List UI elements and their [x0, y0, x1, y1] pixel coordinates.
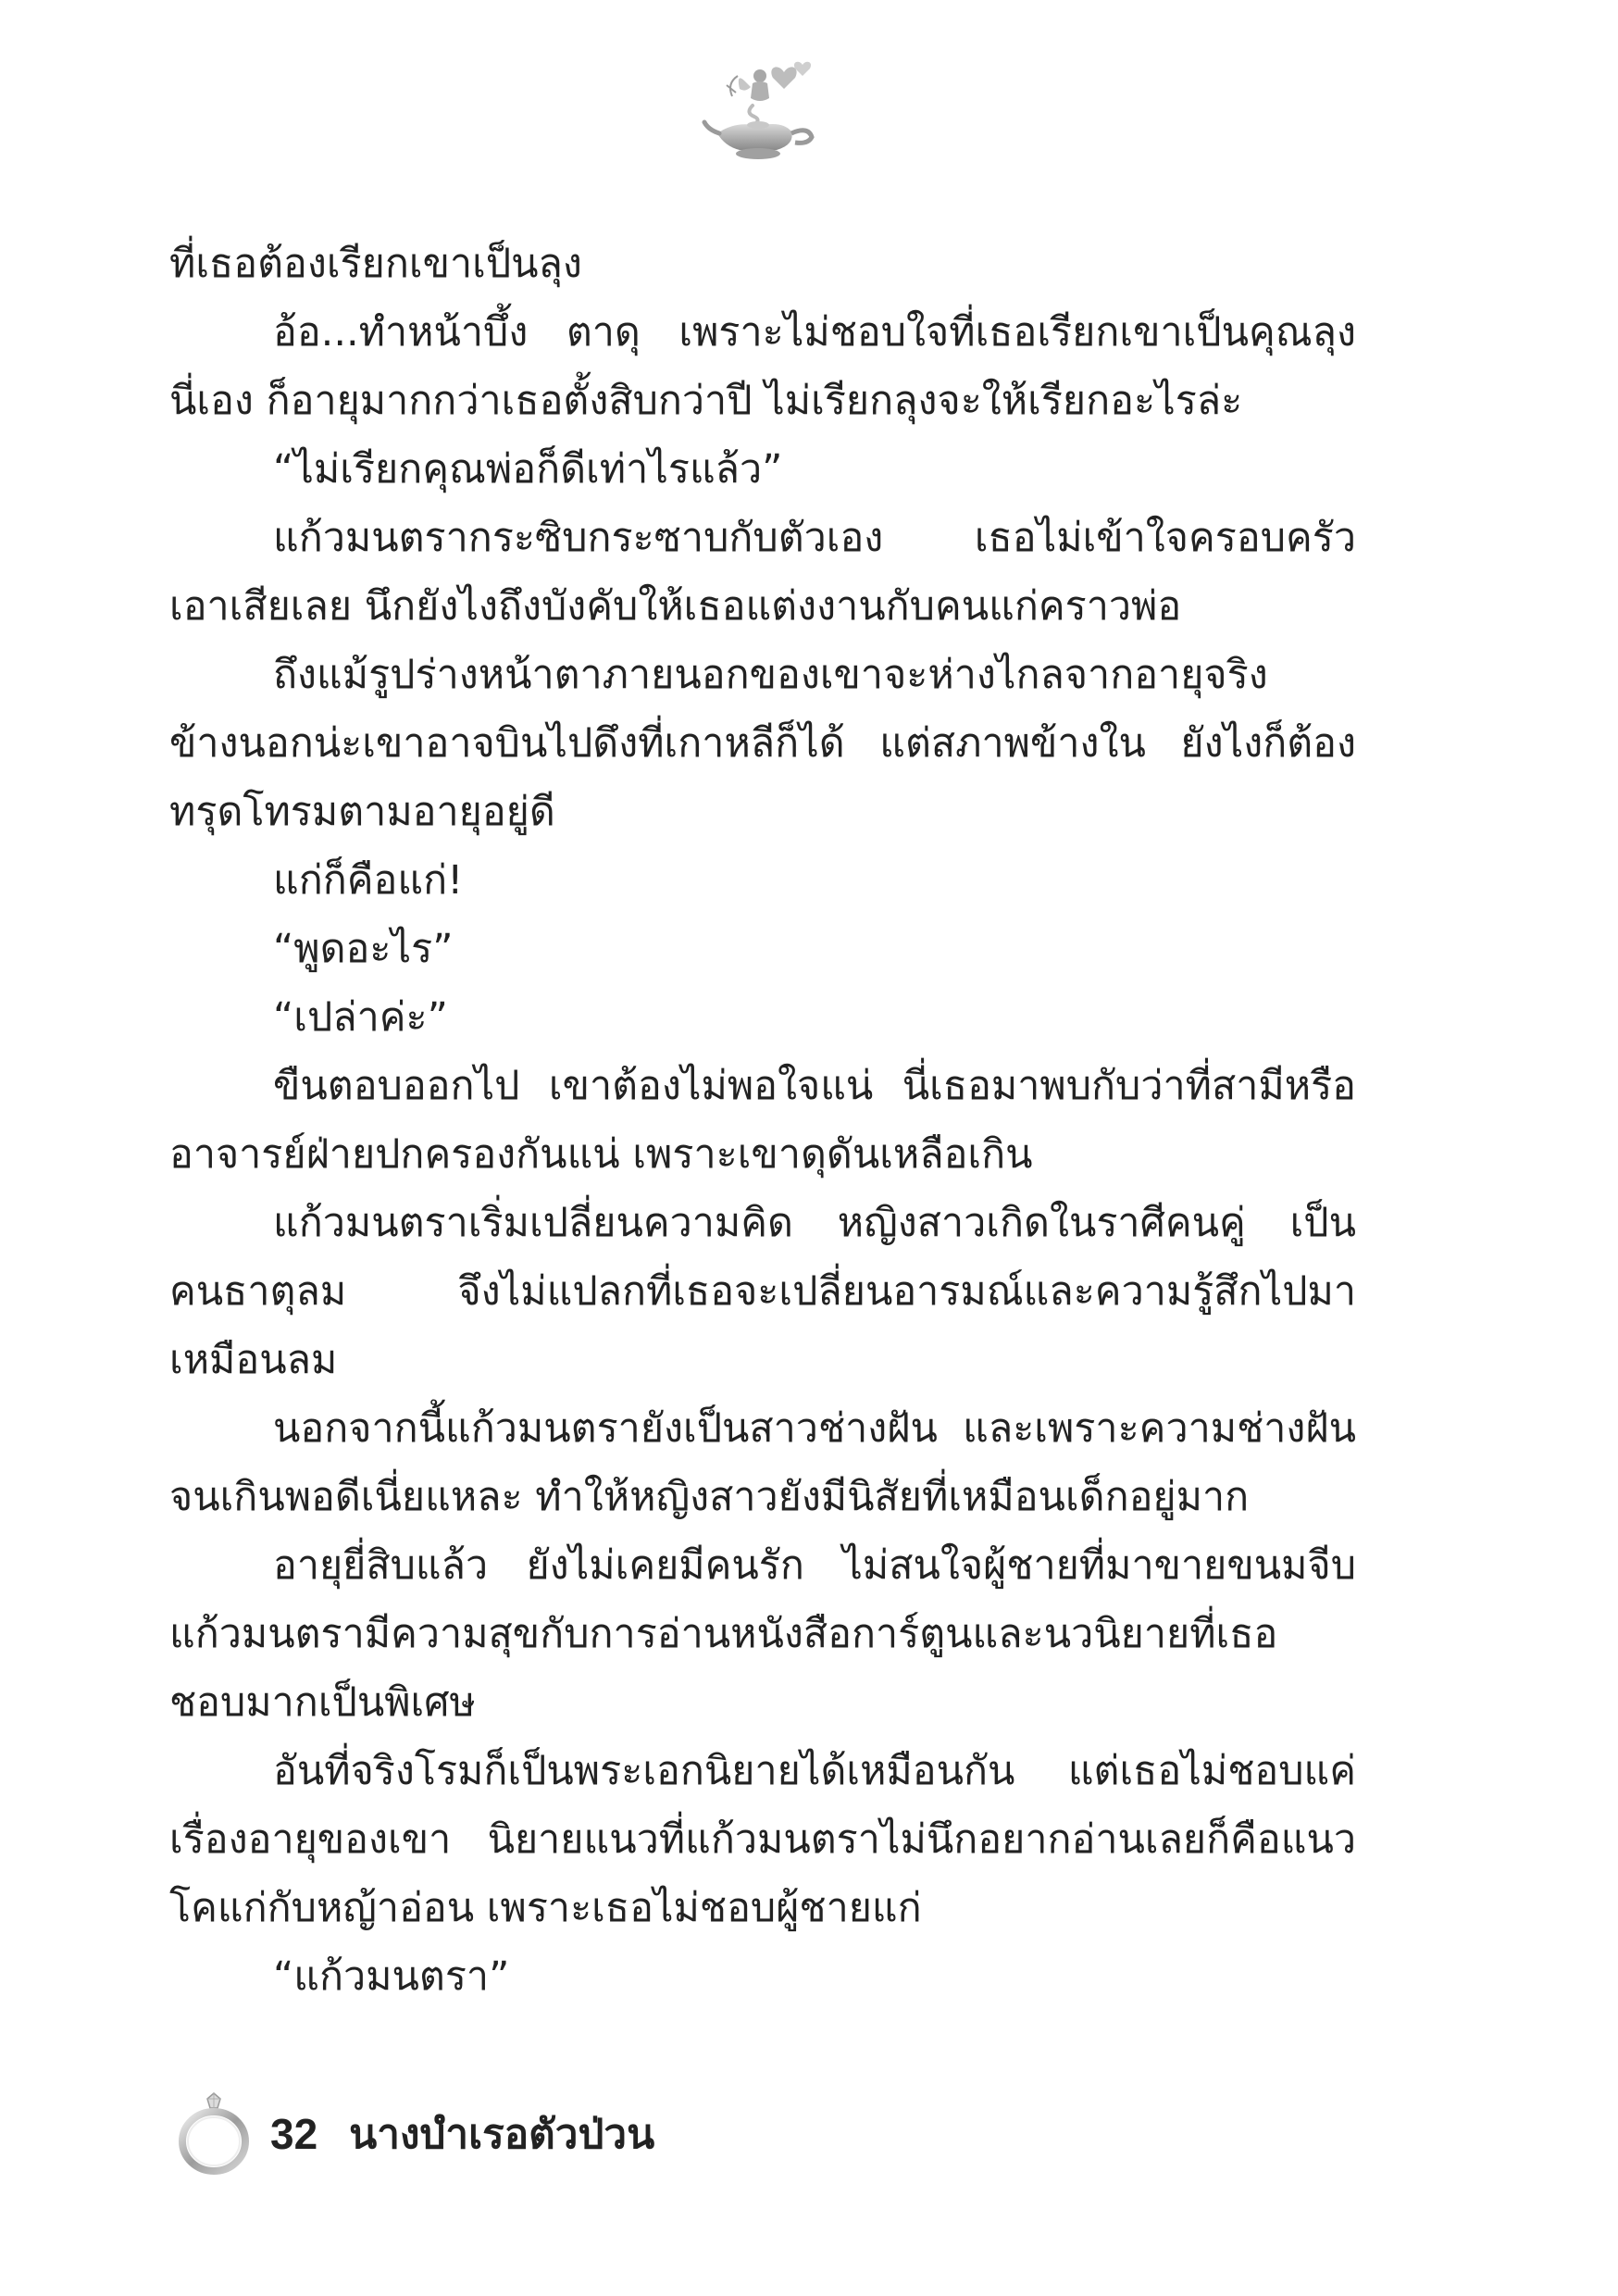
- text-line: แก่ก็คือแก่!: [273, 857, 464, 904]
- ring-icon: [176, 2091, 252, 2177]
- text-line: นอกจากนี้แก้วมนตรายังเป็นสาวช่างฝัน และเพราะความช่างฝัน: [273, 1405, 1356, 1452]
- text-line: ข้างนอกน่ะเขาอาจบินไปดึงที่เกาหลีก็ได้ แต่สภาพข้างใน ยังไงก็ต้อง: [169, 720, 1356, 767]
- text-line: อันที่จริงโรมก็เป็นพระเอกนิยายได้เหมือนกัน แต่เธอไม่ชอบแค่: [273, 1748, 1356, 1794]
- body-text: [169, 230, 1356, 2011]
- book-title: นางบำเรอตัวป่วน: [349, 2111, 655, 2158]
- text-line: “เปล่าค่ะ”: [273, 994, 448, 1041]
- text-line: “ไม่เรียกคุณพ่อก็ดีเท่าไรแล้ว”: [273, 446, 783, 493]
- genie-lamp-icon: [699, 56, 819, 167]
- text-line: ทรุดโทรมตามอายุอยู่ดี: [169, 789, 555, 835]
- text-line: นี่เอง ก็อายุมากกว่าเธอตั้งสิบกว่าปี ไม่เรียกลุงจะให้เรียกอะไรล่ะ: [169, 378, 1243, 424]
- text-line: แก้วมนตรากระซิบกระซาบกับตัวเอง เธอไม่เข้าใจครอบครัว: [273, 515, 1356, 561]
- page-number: 32: [270, 2110, 318, 2158]
- text-line: คนธาตุลม จึงไม่แปลกที่เธอจะเปลี่ยนอารมณ์และความรู้สึกไปมา: [169, 1268, 1356, 1315]
- text-line: จนเกินพอดีเนี่ยแหละ ทำให้หญิงสาวยังมีนิสัยที่เหมือนเด็กอยู่มาก: [169, 1474, 1250, 1520]
- text-line: ที่เธอต้องเรียกเขาเป็นลุง: [169, 241, 582, 287]
- text-line: แก้วมนตรามีความสุขกับการอ่านหนังสือการ์ตูนและนวนิยายที่เธอ: [169, 1611, 1278, 1657]
- text-line: ถึงแม้รูปร่างหน้าตาภายนอกของเขาจะห่างไกลจากอายุจริง: [273, 652, 1268, 698]
- text-line: “พูดอะไร”: [273, 926, 454, 972]
- text-line: ชอบมากเป็นพิเศษ: [169, 1679, 476, 1726]
- text-line: โคแก่กับหญ้าอ่อน เพราะเธอไม่ชอบผู้ชายแก่: [169, 1885, 922, 1931]
- page-footer: [176, 2088, 654, 2180]
- text-line: เอาเสียเลย นึกยังไงถึงบังคับให้เธอแต่งงานกับคนแก่คราวพ่อ: [169, 583, 1182, 630]
- text-line: “แก้วมนตรา”: [273, 1953, 510, 2000]
- text-line: แก้วมนตราเริ่มเปลี่ยนความคิด หญิงสาวเกิดในราศีคนคู่ เป็น: [273, 1200, 1356, 1246]
- text-line: ขืนตอบออกไป เขาต้องไม่พอใจแน่ นี่เธอมาพบกับว่าที่สามีหรือ: [273, 1063, 1356, 1109]
- text-line: เหมือนลม: [169, 1337, 338, 1383]
- text-line: อ้อ...ทำหน้าบึ้ง ตาดุ เพราะไม่ชอบใจที่เธอเรียกเขาเป็นคุณลุง: [273, 309, 1356, 356]
- text-line: อาจารย์ฝ่ายปกครองกันแน่ เพราะเขาดุดันเหลือเกิน: [169, 1131, 1033, 1178]
- text-line: อายุยี่สิบแล้ว ยังไม่เคยมีคนรัก ไม่สนใจผู้ชายที่มาขายขนมจีบ: [273, 1542, 1356, 1589]
- text-line: เรื่องอายุของเขา นิยายแนวที่แก้วมนตราไม่นึกอยากอ่านเลยก็คือแนว: [169, 1816, 1356, 1863]
